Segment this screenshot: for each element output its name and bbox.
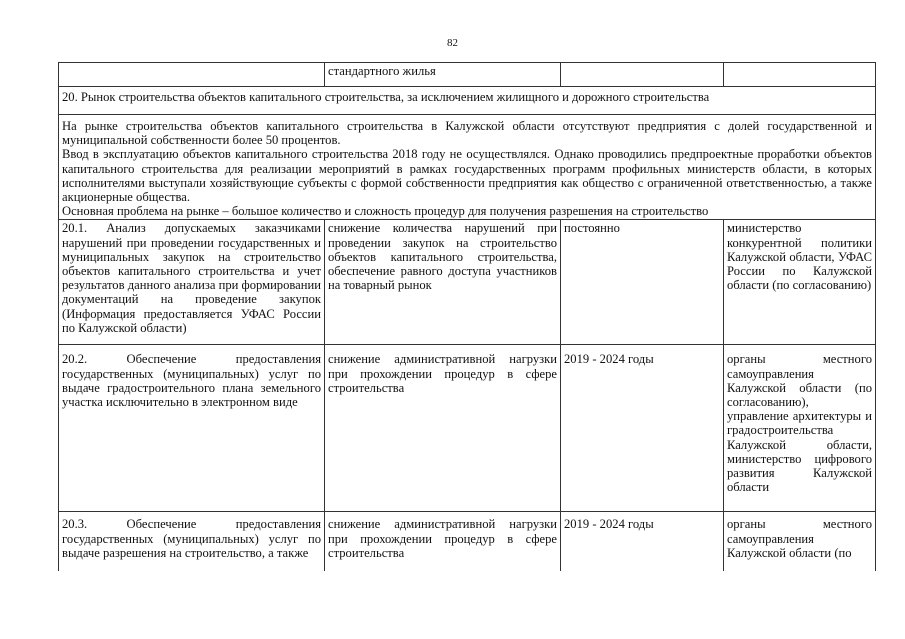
cell-empty bbox=[59, 63, 325, 87]
measures-table bbox=[58, 62, 876, 571]
section-title: 20. Рынок строительства объектов капитального строительства, за исключением жилищного и дорожного строительства bbox=[59, 87, 876, 115]
section-description-row bbox=[59, 115, 876, 220]
cell-executor-text: органы местного самоуправления Калужской области (по bbox=[727, 517, 872, 560]
cell-action: 20.2. Обеспечение предоставления государственных (муниципальных) услуг по выдаче градостроительного плана земельного участка исключительно в электронном виде bbox=[59, 345, 325, 512]
cell-empty bbox=[724, 63, 876, 87]
table-row bbox=[59, 63, 876, 87]
description-paragraph: На рынке строительства объектов капитального строительства в Калужской области отсутствуют предприятия с долей государственной и муниципальной собственности более 50 процентов. bbox=[62, 119, 872, 148]
cell-term: 2019 - 2024 годы bbox=[561, 345, 724, 512]
table-row bbox=[59, 512, 876, 572]
section-description bbox=[59, 115, 876, 220]
cell-action-tail: стандартного жилья bbox=[325, 63, 561, 87]
cell-executor bbox=[724, 512, 876, 572]
cell-term: постоянно bbox=[561, 220, 724, 345]
cell-action bbox=[59, 512, 325, 572]
cell-action: 20.1. Анализ допускаемых заказчиками нарушений при проведении государственных и муниципальных закупок на строительство объектов капитального строительства и учет результатов данного анализа при формировании документаций на проведение закупок (Информация предоставляется УФАС России по Калужской области) bbox=[59, 220, 325, 345]
cell-executor: органы местного самоуправления Калужской области (по согласованию), управление архитектуры и градостроительства Калужской области, министерство цифрового развития Калужской области bbox=[724, 345, 876, 512]
page-number: 82 bbox=[447, 37, 458, 49]
cell-result: снижение административной нагрузки при прохождении процедур в сфере строительства bbox=[325, 345, 561, 512]
cell-term-text: 2019 - 2024 годы bbox=[564, 517, 654, 532]
cell-empty bbox=[561, 63, 724, 87]
description-paragraph: Основная проблема на рынке – большое количество и сложность процедур для получения разрешения на строительство bbox=[62, 204, 709, 219]
cell-result: снижение количества нарушений при проведении закупок на строительство объектов капитального строительства, обеспечение равного доступа участников на товарный рынок bbox=[325, 220, 561, 345]
table-row bbox=[59, 345, 876, 512]
cell-result bbox=[325, 512, 561, 572]
table-row bbox=[59, 220, 876, 345]
description-paragraph: Ввод в эксплуатацию объектов капитального строительства 2018 году не осуществлялся. Однако проводились предпроектные проработки объектов капитального строительства для реализации мероприятий в рамках государственных программ профильных министерств области, в которых исполнителями выступали хозяйствующие субъекты с формой собственности предприятия как общество с ограниченной ответственностью, а также акционерные общества. bbox=[62, 147, 872, 205]
cell-action-text: 20.3. Обеспечение предоставления государственных (муниципальных) услуг по выдаче разрешения на строительство, а также bbox=[62, 517, 321, 560]
cell-result-text: снижение административной нагрузки при прохождении процедур в сфере строительства bbox=[328, 517, 557, 560]
cell-term bbox=[561, 512, 724, 572]
section-header-row bbox=[59, 87, 876, 115]
cell-executor: министерство конкурентной политики Калужской области, УФАС России по Калужской области (по согласованию) bbox=[724, 220, 876, 345]
